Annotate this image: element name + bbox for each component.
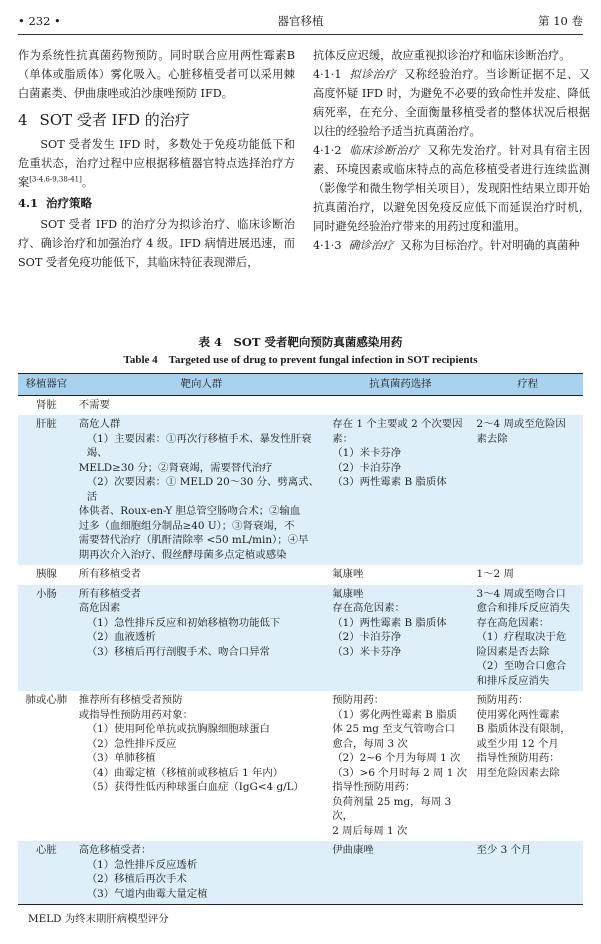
section-title: SOT 受者 IFD 的治疗 [39, 111, 190, 129]
cell-line: （1）急性排斥反应透析 [86, 858, 198, 871]
cell-line: （4）曲霉定植（移植前或移植后 1 年内） [86, 766, 284, 779]
cell-line: MELD≥30 分；②肾衰竭，需要替代治疗 [78, 461, 273, 474]
cell-line: 存在高危因素： [476, 616, 550, 629]
cell-line: 愈合，每周 3 次 [332, 737, 408, 750]
para-term: 确诊治疗 [348, 239, 394, 252]
cell-line: 险因素是否去除 [476, 645, 550, 658]
course-cell [473, 691, 583, 841]
section-number: 4 [18, 111, 28, 129]
cell-line: 体 25 mg 至支气管吻合口 [332, 723, 455, 735]
paragraph-text: SOT 受者发生 IFD 时，多数处于免疫功能低下和危重状态，治疗过程中应根据移植器官特点选择治疗方案 [18, 138, 295, 189]
cell-line: 2 周后每周 1 次 [332, 824, 408, 837]
course-cell [473, 841, 583, 905]
left-column [18, 46, 295, 272]
course-cell [473, 415, 583, 565]
cell-line: （1）使用阿伦单抗或抗胸腺细胞球蛋白 [86, 723, 270, 735]
cell-line: 伊曲康唑 [332, 844, 374, 856]
cell-line: 3～4 周或至吻合口 [476, 587, 566, 600]
cell-line: 使用雾化两性霉素 [476, 708, 560, 721]
drug-cell [328, 691, 472, 841]
para-text: 又称为目标治疗。针对明确的真菌种 [400, 239, 580, 252]
subsection-number: 4.1 [18, 196, 39, 210]
cell-line: 负荷剂量 25 mg，每周 3 次， [332, 795, 452, 822]
para-number: 4·1·1 [313, 68, 342, 81]
cell-line: （1）主要因素：①再次行移植手术、暴发性肝衰竭、 [86, 432, 312, 459]
table-caption-en: Table 4 Targeted use of drug to prevent fungal infection in SOT recipients [123, 354, 478, 366]
population-cell [75, 415, 329, 565]
table-body [18, 395, 583, 905]
cell-line: 所有移植受者 [78, 587, 142, 600]
cell-line: （2）血液透析 [86, 631, 156, 643]
cell-line: 氟康唑 [332, 587, 364, 600]
cell-line: 或至少用 12 个月 [476, 737, 559, 750]
cell-line: （3）气道内曲霉大量定植 [86, 887, 208, 900]
cell-line: 高危人群 [78, 418, 121, 430]
drug-cell [328, 395, 472, 415]
cell-line: 高危因素 [78, 602, 121, 614]
para-text: 又称经验治疗。当诊断证据不足、又高度怀疑 IFD 时，为避免不必要的致命性并发症、降低病死率，在充分、全面衡量移植受者的整体状况后根据以往的经验给予适当抗真菌治疗。 [313, 68, 590, 138]
subsection-heading [18, 194, 295, 213]
cell-line: （2）卡泊芬净 [332, 631, 402, 643]
cell-line: 预防用药： [332, 694, 385, 706]
cell-line: 体供者、Roux-en-Y 胆总管空肠吻合术；②输血 [78, 505, 301, 517]
organ-cell: 心脏 [18, 841, 75, 905]
paragraph-text: 。 [81, 176, 94, 189]
organ-cell: 小肠 [35, 587, 57, 600]
table-caption-cn: 表 4 SOT 受者靶向预防真菌感染用药 [198, 335, 403, 349]
para-number: 4·1·3 [313, 239, 342, 252]
population-cell [75, 565, 329, 585]
cell-line: （3）两性霉素 B 脂质体 [332, 476, 447, 488]
table-row [18, 395, 583, 415]
cell-line: （3）单肺移植 [86, 752, 156, 764]
cell-line: （5）获得性低丙种球蛋白血症（IgG<4 g/L） [86, 781, 304, 793]
para-text: 又称先发治疗。针对具有宿主因素、环境因素或临床特点的高危移植受者进行连续监测（影像学和微生物学相关项目），发现阳性结果立即开始抗真菌治疗，以避免因免疫反应低下而延误治疗时机，同时避免经验治疗带来的用药过度和滥用。 [313, 144, 590, 233]
organ-cell: 肾脏 [35, 398, 57, 411]
column-header: 移植器官 [18, 374, 75, 396]
citation: [3-4,6-9,38-41] [29, 175, 82, 184]
cell-line: 过多（血细胞组分制品≥40 U）；③肾衰竭，不 [78, 519, 295, 532]
cell-line: 需要替代治疗（肌酐清除率 <50 mL/min）；④早 [78, 534, 309, 546]
cell-line: 指导性预防用药： [476, 752, 560, 764]
cell-line: 期再次介入治疗、假丝酵母菌多点定植或感染 [78, 548, 287, 561]
cell-line: （1）急性排斥反应和初始移植物功能低下 [86, 616, 281, 629]
paragraph-411 [313, 65, 590, 141]
cell-line: 1～2 周 [476, 568, 514, 580]
cell-line: 2～4 周或至危险因 [476, 418, 566, 430]
section-heading [18, 109, 295, 131]
cell-line: B 脂质体没有限制， [476, 723, 571, 735]
organ-cell: 肝脏 [35, 418, 57, 430]
cell-line: 愈合和排斥反应消失 [476, 602, 571, 614]
cell-line: 或指导性预防用药对象： [78, 708, 193, 721]
table-row [18, 565, 583, 585]
journal-name: 器官移植 [277, 14, 324, 28]
course-cell [473, 585, 583, 692]
drug-cell [328, 415, 472, 565]
para-term: 临床诊断治疗 [349, 144, 420, 157]
cell-line: 指导性预防用药： [332, 781, 416, 793]
paragraph: 作为系统性抗真菌药物预防。同时联合应用两性霉素B（单体或脂质体）雾化吸入。心脏移植受者可以采用棘白菌素类、伊曲康唑或泊沙康唑预防 IFD。 [18, 49, 295, 100]
table-section [18, 333, 583, 925]
paragraph-413 [313, 236, 590, 255]
population-cell [75, 395, 329, 415]
cell-line: 氟康唑 [332, 568, 364, 580]
cell-line: （3）移植后再行剖腹手术、吻合口异常 [86, 645, 270, 658]
course-cell [473, 565, 583, 585]
paragraph [18, 135, 295, 192]
paragraph-412 [313, 141, 590, 236]
paragraph: 抗体反应迟缓，故应重视拟诊治疗和临床诊断治疗。 [313, 49, 571, 62]
column-header: 靶向人群 [75, 374, 329, 396]
page-header [18, 8, 583, 35]
table-row [18, 841, 583, 905]
para-term: 拟诊治疗 [349, 68, 397, 81]
drug-cell [328, 841, 472, 905]
cell-line: （2）急性排斥反应 [86, 737, 177, 750]
cell-line: 所有移植受者 [78, 568, 142, 580]
cell-line: （1）疗程取决于危 [476, 631, 567, 643]
table-row [18, 691, 583, 841]
table-header-row [18, 374, 583, 396]
organ-cell: 肺或心肺 [25, 694, 68, 706]
cell-line: （2）卡泊芬净 [332, 461, 402, 474]
cell-line: 至少 3 个月 [476, 844, 532, 856]
table-footnote: MELD 为终末期肝病模型评分 [28, 913, 169, 925]
cell-line: （3）米卡芬净 [332, 645, 402, 658]
cell-line: （2）2~6 个月为每周 1 次 [332, 752, 461, 764]
paragraph: SOT 受者 IFD 的治疗分为拟诊治疗、临床诊断治疗、确诊治疗和加强治疗 4 级。IFD 病情进展迅速，而 SOT 受者免疫功能低下，其临床特征表现滞后， [18, 218, 295, 269]
right-column [313, 46, 590, 255]
cell-line: （2）至吻合口愈合 [476, 660, 567, 672]
course-cell [473, 395, 583, 415]
population-cell [75, 585, 329, 692]
subsection-title: 治疗策略 [46, 196, 93, 210]
column-header: 疗程 [473, 374, 583, 396]
cell-line: 素去除 [476, 432, 508, 445]
cell-line: 高危移植受者： [78, 844, 152, 856]
column-header: 抗真菌药选择 [328, 374, 472, 396]
volume-label: 第 10 卷 [538, 14, 583, 28]
cell-line: 存在 1 个主要或 2 个次要因素： [332, 418, 463, 445]
drug-cell [328, 585, 472, 692]
organ-cell: 胰腺 [35, 568, 57, 580]
drug-cell [328, 565, 472, 585]
drug-table [18, 373, 583, 905]
cell-line: 推荐所有移植受者预防 [78, 694, 183, 706]
cell-line: 存在高危因素： [332, 602, 405, 614]
cell-line: （2）次要因素：① MELD 20～30 分、劈离式、活 [86, 476, 319, 503]
cell-line: （3）>6 个月时每 2 周 1 次 [332, 766, 468, 779]
table-row [18, 415, 583, 565]
cell-line: 不需要 [78, 398, 110, 411]
cell-line: 用至危险因素去除 [476, 766, 560, 779]
population-cell [75, 691, 329, 841]
cell-line: （1）两性霉素 B 脂质体 [332, 616, 447, 629]
para-number: 4·1·2 [313, 144, 342, 157]
page-number: • 232 • [18, 14, 61, 28]
cell-line: 预防用药： [476, 694, 529, 706]
cell-line: 和排斥反应消失 [476, 674, 550, 687]
cell-line: （1）雾化两性霉素 B 脂质 [332, 708, 457, 721]
table-row [18, 585, 583, 692]
cell-line: （1）米卡芬净 [332, 447, 402, 459]
population-cell [75, 841, 329, 905]
cell-line: （2）移植后再次手术 [86, 873, 187, 885]
